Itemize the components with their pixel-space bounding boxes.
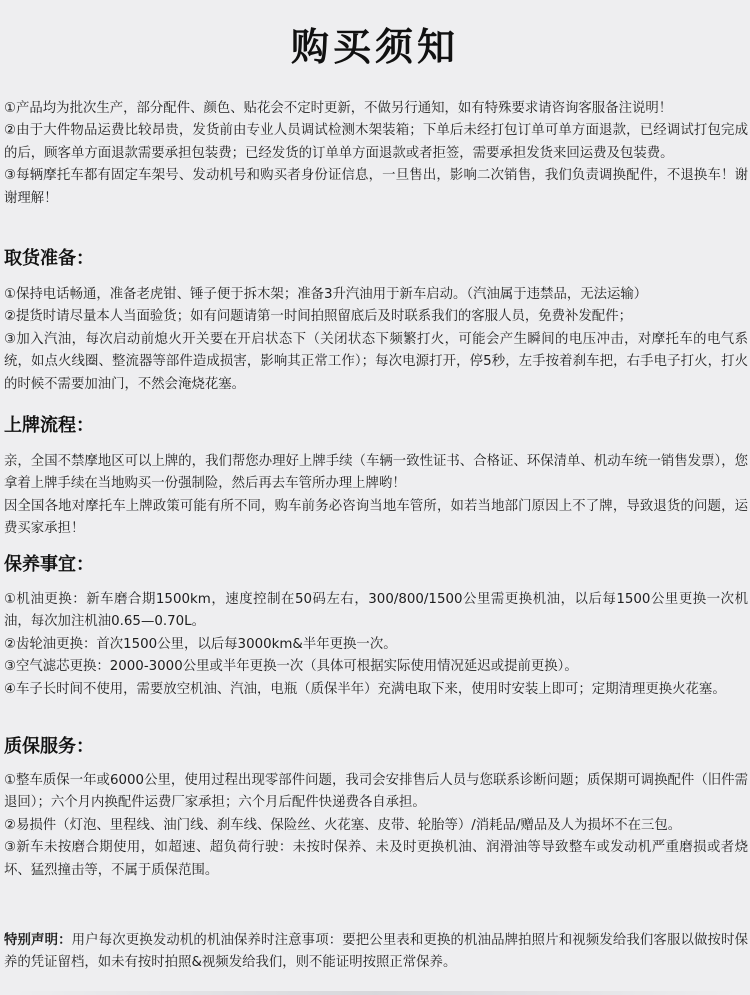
maintenance-item: ①机油更换：新车磨合期1500km，速度控制在50码左右，300/800/1500公里需更换机油，以后每1500公里更换一次机油，每次加注机油0.65—0.70L。 <box>4 592 748 630</box>
license-heading: 上牌流程： <box>4 415 94 436</box>
warranty-item: ①整车质保一年或6000公里，使用过程出现零部件问题，我司会安排售后人员与您联系诊断问题；质保期可调换配件（旧件需退回）；六个月内换配件运费厂家承担；六个月后配件快递费各自承担。 <box>4 773 748 811</box>
intro-item: ③每辆摩托车都有固定车架号、发动机号和购买者身份证信息，一旦售出，影响二次销售，我们负责调换配件，不退换车！谢谢理解！ <box>4 168 748 206</box>
maintenance-item: ③空气滤芯更换：2000-3000公里或半年更换一次（具体可根据实际使用情况延迟或提前更换）。 <box>4 659 578 675</box>
warranty-section <box>4 770 748 882</box>
maintenance-item: ④车子长时间不使用，需要放空机油、汽油，电瓶（质保半年）充满电取下来，使用时安装上即可；定期清理更换火花塞。 <box>4 681 726 697</box>
statement-lead: 特别声明： <box>4 933 72 948</box>
intro-section <box>4 98 748 210</box>
pickup-section <box>4 284 748 396</box>
special-statement <box>4 930 748 975</box>
pickup-item: ①保持电话畅通，准备老虎钳、锤子便于拆木架；准备3升汽油用于新车启动。（汽油属于违禁品，无法运输） <box>4 287 648 302</box>
maintenance-section <box>4 589 748 701</box>
warranty-item: ③新车未按磨合期使用，如超速、超负荷行驶：未按时保养、未及时更换机油、润滑油等导致整车或发动机严重磨损或者烧坏、猛烈撞击等，不属于质保范围。 <box>4 840 748 878</box>
license-section <box>4 451 748 541</box>
statement-text: 用户每次更换发动机的机油保养时注意事项：要把公里表和更换的机油品牌拍照片和视频发给我们客服以做按时保养的凭证留档，如未有按时拍照&视频发给我们，则不能证明按照正常保养。 <box>4 933 749 971</box>
intro-item: ②由于大件物品运费比较昂贵，发货前由专业人员调试检测木架装箱；下单后未经打包订单可单方面退款，已经调试打包完成的后，顾客单方面退款需要承担包装费；已经发货的订单单方面退款或者拒签，需要承担发货来回运费及包装费。 <box>4 123 748 161</box>
bottom-divider <box>10 991 740 995</box>
pickup-item: ③加入汽油，每次启动前熄火开关要在开启状态下（关闭状态下频繁打火，可能会产生瞬间的电压冲击，对摩托车的电气系统，如点火线圈、整流器等部件造成损害，影响其正常工作）；每次电源打开，停5秒，左手按着刹车把，右手电子打火，打火的时候不需要加油门，不然会淹烧花塞。 <box>4 331 748 392</box>
statement-paragraph <box>4 930 748 975</box>
maintenance-heading: 保养事宜： <box>4 554 94 575</box>
license-item: 因全国各地对摩托车上牌政策可能有所不同，购车前务必咨询当地车管所，如若当地部门原因上不了牌，导致退货的问题，运费买家承担！ <box>4 498 748 537</box>
intro-item: ①产品均为批次生产，部分配件、颜色、贴花会不定时更新，不做另行通知，如有特殊要求请咨询客服备注说明！ <box>4 101 673 116</box>
warranty-heading: 质保服务： <box>4 736 94 757</box>
pickup-item: ②提货时请尽量本人当面验货；如有问题请第一时间拍照留底后及时联系我们的客服人员，免费补发配件； <box>4 309 632 325</box>
maintenance-item: ②齿轮油更换：首次1500公里，以后每3000km&半年更换一次。 <box>4 636 397 652</box>
page-title: 购买须知 <box>290 25 459 69</box>
pickup-heading: 取货准备： <box>4 248 94 269</box>
warranty-item: ②易损件（灯泡、里程线、油门线、刹车线、保险丝、火花塞、皮带、轮胎等）/消耗品/赠品及人为损坏不在三包。 <box>4 817 682 833</box>
license-item: 亲，全国不禁摩地区可以上牌的，我们帮您办理好上牌手续（车辆一致性证书、合格证、环保清单、机动车统一销售发票），您拿着上牌手续在当地购买一份强制险，然后再去车管所办理上牌哟！ <box>4 454 748 492</box>
